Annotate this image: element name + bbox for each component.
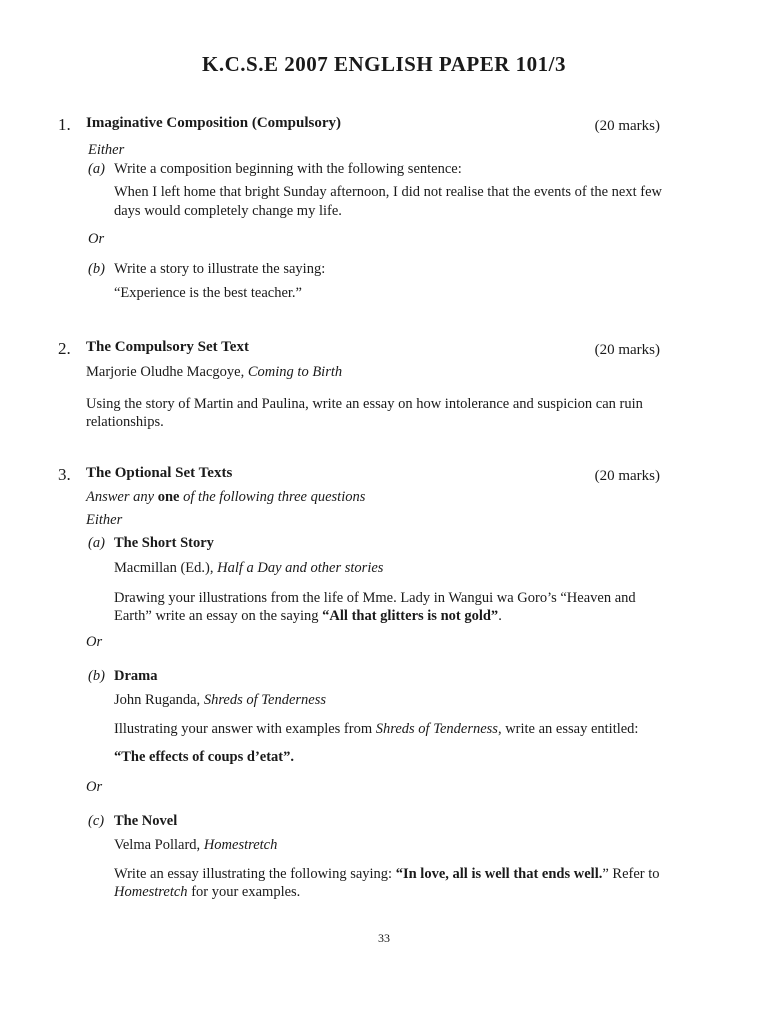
question-3a-title: The Short Story	[114, 535, 214, 551]
question-1-or: Or	[88, 231, 105, 247]
c-line2-post: for your examples.	[187, 884, 301, 900]
b-essay-title: “The effects of coups d’etat”	[114, 749, 291, 765]
question-2-text	[86, 364, 342, 381]
question-3a-author: Macmillan (Ed.),	[114, 560, 218, 576]
question-3b-line1	[114, 721, 638, 738]
question-3c-book: Homestretch	[203, 837, 278, 853]
line2-post: .	[498, 608, 502, 624]
question-3b-title: Drama	[114, 668, 158, 684]
question-3c-line1	[114, 866, 660, 883]
question-2-book: Coming to Birth	[247, 364, 343, 380]
page-number: 33	[378, 931, 390, 945]
question-1a-prompt: Write a composition beginning with the following sentence:	[114, 161, 462, 177]
question-3-or-1: Or	[86, 634, 103, 650]
c-line1-post: ” Refer to	[602, 866, 660, 882]
b-line1-book: Shreds of Tenderness	[375, 721, 498, 737]
question-3b-author: John Ruganda,	[114, 692, 204, 708]
question-1-heading: Imaginative Composition (Compulsory)	[86, 115, 342, 131]
paper-title: K.C.S.E 2007 ENGLISH PAPER 101/3	[202, 52, 566, 76]
question-2-heading: The Compulsory Set Text	[86, 339, 249, 355]
question-3-marks: (20 marks)	[594, 468, 660, 484]
question-1a-sentence-line2: days would completely change my life.	[114, 203, 342, 219]
question-3b-text	[114, 692, 326, 709]
line2-bold: “All that glitters is not gold”	[322, 608, 499, 624]
question-3-or-2: Or	[86, 779, 103, 795]
question-3-instruction	[86, 489, 365, 506]
b-line1-post: , write an essay entitled:	[497, 721, 639, 737]
c-line1-bold: “In love, all is well that ends well.	[395, 866, 603, 882]
question-2-author: Marjorie Oludhe Macgoye,	[86, 364, 248, 380]
instruction-one: one	[157, 489, 180, 505]
question-3b-label: (b)	[88, 668, 105, 684]
question-3-number: 3.	[58, 465, 71, 484]
question-3a-book: Half a Day and other stories	[217, 560, 384, 576]
question-3c-label: (c)	[88, 813, 105, 829]
instruction-post: of the following three questions	[179, 489, 366, 505]
question-1b-saying: “Experience is the best teacher.”	[114, 285, 302, 301]
question-3a-line1: Drawing your illustrations from the life of Mme. Lady in Wangui wa Goro’s “Heaven and	[114, 590, 636, 606]
question-3a-text	[114, 560, 383, 577]
question-1-either: Either	[88, 142, 125, 158]
question-1-number: 1.	[58, 115, 71, 134]
question-3b-essay-title	[114, 749, 294, 766]
question-2-number: 2.	[58, 339, 71, 358]
question-1a-label: (a)	[88, 161, 105, 177]
question-2-marks: (20 marks)	[594, 342, 660, 358]
question-3c-text	[114, 837, 277, 854]
question-3c-line2	[114, 884, 300, 901]
c-line1-pre: Write an essay illustrating the following saying:	[114, 866, 396, 882]
question-1a-sentence-line1: When I left home that bright Sunday afternoon, I did not realise that the events of the next few	[114, 184, 663, 200]
instruction-pre: Answer any	[86, 489, 158, 505]
c-line2-book: Homestretch	[114, 884, 188, 900]
question-3a-line2	[114, 608, 502, 625]
line2-pre: Earth” write an essay on the saying	[114, 608, 323, 624]
b-line1-pre: Illustrating your answer with examples from	[114, 721, 376, 737]
question-3a-label: (a)	[88, 535, 105, 551]
question-2-prompt-line1: Using the story of Martin and Paulina, write an essay on how intolerance and suspicion can ruin	[86, 396, 643, 412]
question-3b-book: Shreds of Tenderness	[203, 692, 326, 708]
question-3c-title: The Novel	[114, 813, 178, 829]
question-1b-prompt: Write a story to illustrate the saying:	[114, 261, 326, 277]
question-3-heading: The Optional Set Texts	[86, 465, 233, 481]
question-2-prompt-line2: relationships.	[86, 414, 164, 430]
question-3c-author: Velma Pollard,	[114, 837, 204, 853]
question-1-marks: (20 marks)	[594, 118, 660, 134]
question-1b-label: (b)	[88, 261, 105, 277]
question-3-either: Either	[86, 512, 123, 528]
b-essay-post: .	[290, 749, 295, 765]
